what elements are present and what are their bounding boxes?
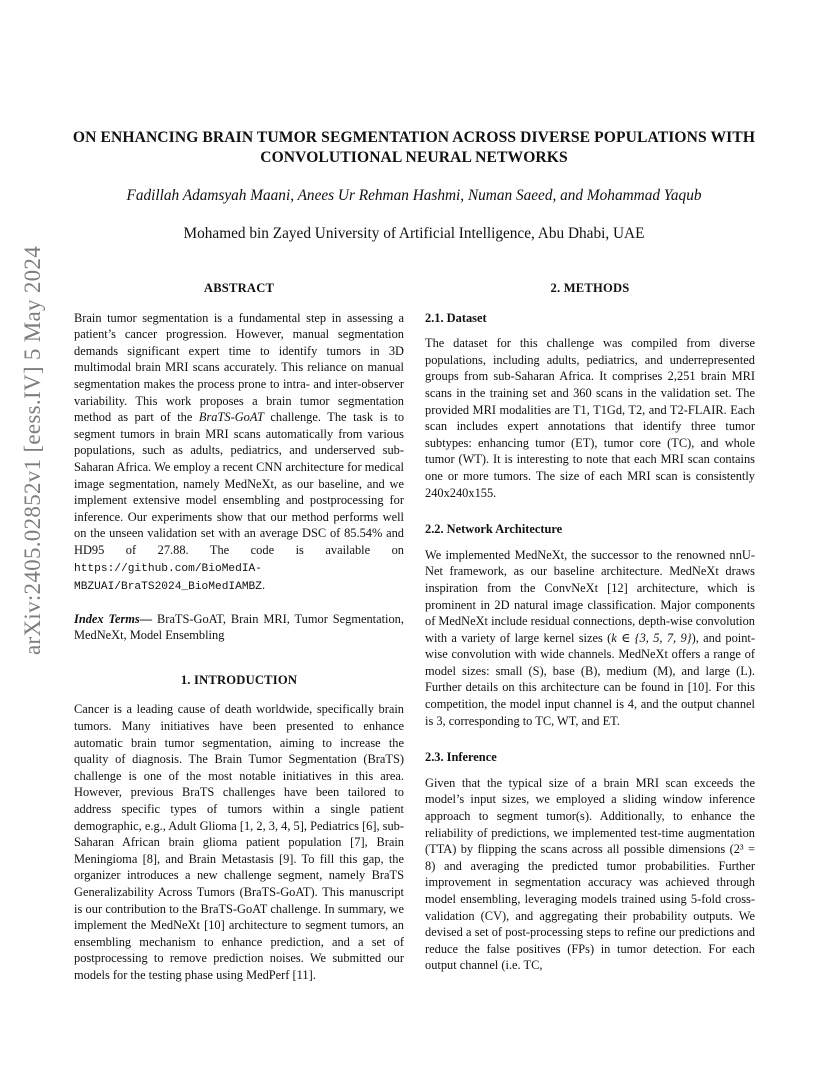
abstract-end: . bbox=[261, 578, 266, 593]
code-link[interactable]: https://github.com/BioMedIA-MBZUAI/BraTS2024_BioMedIAMBZ bbox=[74, 562, 262, 594]
inference-text-a: Given that the typical size of a brain MRI scan exceeds the model’s input sizes, we employed a sliding window inference approach to segment tumor(s). Additionally, to enhance the reliability of predictions, we implemented test-time augmentation (TTA) by flipping the scans across all possible dimensions ( bbox=[425, 775, 755, 857]
network-architecture-heading: 2.2. Network Architecture bbox=[425, 522, 563, 537]
dataset-heading: 2.1. Dataset bbox=[425, 310, 487, 325]
dataset-text: The dataset for this challenge was compiled from diverse populations, including adults, pediatrics, and underrepresented groups from sub-Saharan Africa. It comprises 2,251 brain MRI scans in the training set and 360 scans in the validation set. The provided MRI modalities are T1, T1Gd, T2, and T2-FLAIR. Each scan includes expert annotations that identify three tumor subtypes: enhancing tumor (ET), tumor core (TC), and whole tumor (WT). It is interesting to note that each MRI scan contains one or more tumors. The size of each MRI scan is consistently 240x240x155. bbox=[425, 336, 755, 500]
author-list: Fadillah Adamsyah Maani, Anees Ur Rehman Hashmi, Numan Saeed, and Mohammad Yaqub bbox=[126, 187, 702, 204]
introduction-text: Cancer is a leading cause of death worldwide, specifically brain tumors. Many initiatives have been presented to enhance automatic brain tumor segmentation, aiming to increase the quality of diagnosis. The Brain Tumor Segmentation (BraTS) challenge is one of the most notable initiatives in this area. However, previous BraTS challenges have been tailored to address specific types of tumors within a single patient demographic, e.g., Adult Glioma [1, 2, 3, 4, 5], Pediatrics [6], sub-Saharan African brain glioma patient population [7], Brain Meningioma [8], and Brain Metastasis [9]. To fill this gap, the organizer introduces a new challenge segment, namely BraTS Generalizability Across Tumors (BraTS-GoAT). This manuscript is our contribution to the BraTS-GoAT challenge. In summary, we implement the MedNeXt [10] architecture to segment tumors, an ensembling mechanism to enhance prediction, and a set of postprocessing to remove prediction noises. We submitted our models for the testing phase using MedPerf [11]. bbox=[74, 702, 405, 982]
introduction-heading: 1. INTRODUCTION bbox=[180, 672, 298, 687]
methods-heading: 2. METHODS bbox=[550, 281, 630, 295]
abstract-heading: ABSTRACT bbox=[203, 281, 275, 295]
index-terms-label: Index Terms— bbox=[74, 611, 153, 626]
abstract-text bbox=[74, 310, 404, 596]
arxiv-identifier-stamp: arXiv:2405.02852v1 [eess.IV] 5 May 2024 bbox=[20, 245, 45, 655]
index-terms bbox=[74, 611, 404, 644]
inference-text bbox=[425, 775, 755, 974]
right-column bbox=[425, 280, 755, 974]
abstract-text-b: challenge. The task is to segment tumors in brain MRI scans automatically from various populations, such as adults, pediatrics, and underserved sub-Saharan Africa. We employ a recent CNN architecture for medical image segmentation, namely MedNeXt, as our baseline, and we implement extensive model ensembling and postprocessing for inference. Our experiments show that our method performs well on the unseen validation set with an average DSC of 85.54% and HD95 of 27.88. The code is available on bbox=[74, 410, 405, 557]
network-architecture-text bbox=[425, 547, 755, 730]
left-column bbox=[74, 280, 404, 984]
flip-dimensions-math: 2³ = 8 bbox=[425, 842, 755, 873]
abstract-text-a: Brain tumor segmentation is a fundamental step in assessing a patient’s cancer progression. However, manual segmentation demands significant expert time to identify tumors in 3D multimodal brain MRI scans accurately. This reliance on manual segmentation makes the process prone to intra- and inter-observer variability. This work proposes a brain tumor segmentation method as part of the bbox=[74, 310, 404, 425]
index-terms-text: BraTS-GoAT, Brain MRI, Tumor Segmentation, MedNeXt, Model Ensembling bbox=[74, 611, 404, 643]
affiliation: Mohamed bin Zayed University of Artificial Intelligence, Abu Dhabi, UAE bbox=[183, 225, 645, 242]
challenge-name: BraTS-GoAT bbox=[198, 410, 264, 425]
inference-text-b: ) and averaging the predicted tumor probabilities. Further improvement in segmentation accuracy was achieved through model ensembling, leveraging models trained using 5-fold cross-validation (CV), and aggregating their probability outputs. We devised a set of post-processing steps to refine our predictions and reduce the false positives (FPs) in tumor detection. For each output channel (i.e. TC, bbox=[425, 858, 755, 973]
network-text-a: We implemented MedNeXt, the successor to the renowned nnU-Net framework, as our baseline architecture. MedNeXt draws inspiration from the ConvNeXt [12] architecture, which is prominent in 2D natural image classification. Major components of MedNeXt include residual connections, depth-wise convolution with a variety of large kernel sizes ( bbox=[425, 547, 755, 645]
network-text-b: ), and point-wise convolution with wide channels. MedNeXt offers a range of model sizes: small (S), base (B), medium (M), and large (L). Further details on this architecture can be found in [10]. For this competition, the model input channel is 4, and the output channel is 3, corresponding to TC, WT, and ET. bbox=[425, 630, 755, 728]
paper-title: ON ENHANCING BRAIN TUMOR SEGMENTATION ACROSS DIVERSE POPULATIONS WITH CONVOLUTIONAL NEURAL NETWORKS bbox=[72, 129, 756, 166]
inference-heading: 2.3. Inference bbox=[425, 750, 497, 765]
kernel-size-math: k ∈ {3, 5, 7, 9} bbox=[611, 630, 692, 645]
